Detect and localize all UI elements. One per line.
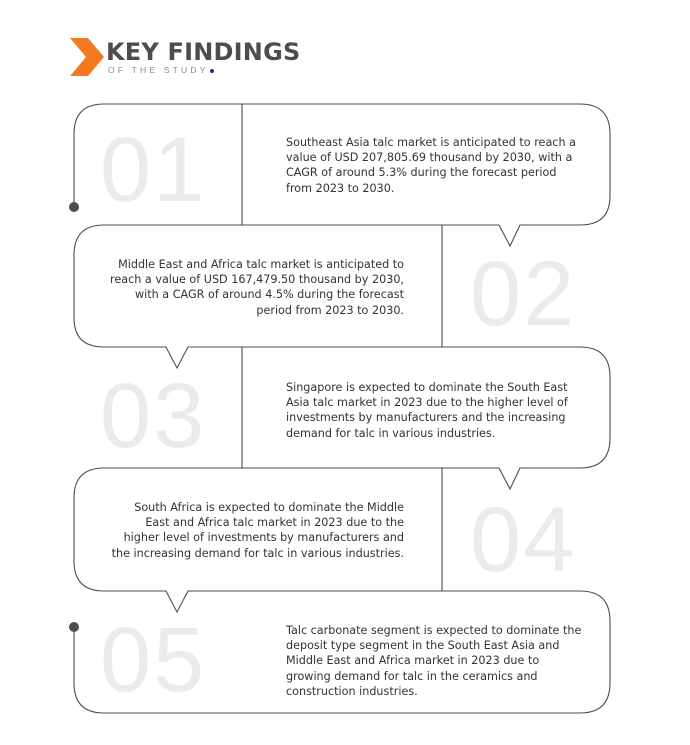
timeline-start-dot <box>69 202 79 212</box>
page-title: KEY FINDINGS <box>106 38 301 66</box>
finding-text-4: South Africa is expected to dominate the Middle East and Africa talc market in 2023 due to the higher level of investments by manufacturers and the increasing demand for talc in various industries. <box>111 501 404 560</box>
finding-text-5: Talc carbonate segment is expected to dominate the deposit type segment in the South East Asia and Middle East and Africa market in 2023 due to growing demand for talc in the ceramics and construction industries. <box>286 624 582 698</box>
finding-text-2: Middle East and Africa talc market is anticipated to reach a value of USD 167,479.50 thousand by 2030, with a CAGR of around 4.5% during the forecast period from 2023 to 2030. <box>110 258 404 317</box>
finding-number-4: 04 <box>470 489 577 591</box>
finding-text-1: Southeast Asia talc market is anticipated to reach a value of USD 207,805.69 thousand by 2030, with a CAGR of around 5.3% during the forecast period from 2023 to 2030. <box>286 136 576 195</box>
timeline-end-dot <box>69 622 79 632</box>
finding-number-1: 01 <box>100 119 207 221</box>
page-subtitle: OF THE STUDY <box>108 65 214 75</box>
finding-text-3: Singapore is expected to dominate the South East Asia talc market in 2023 due to the higher level of investments by manufacturers and the increasing demand for talc in various industries. <box>286 381 568 440</box>
finding-number-5: 05 <box>100 609 207 711</box>
finding-number-2: 02 <box>470 243 577 345</box>
finding-number-3: 03 <box>100 365 207 467</box>
